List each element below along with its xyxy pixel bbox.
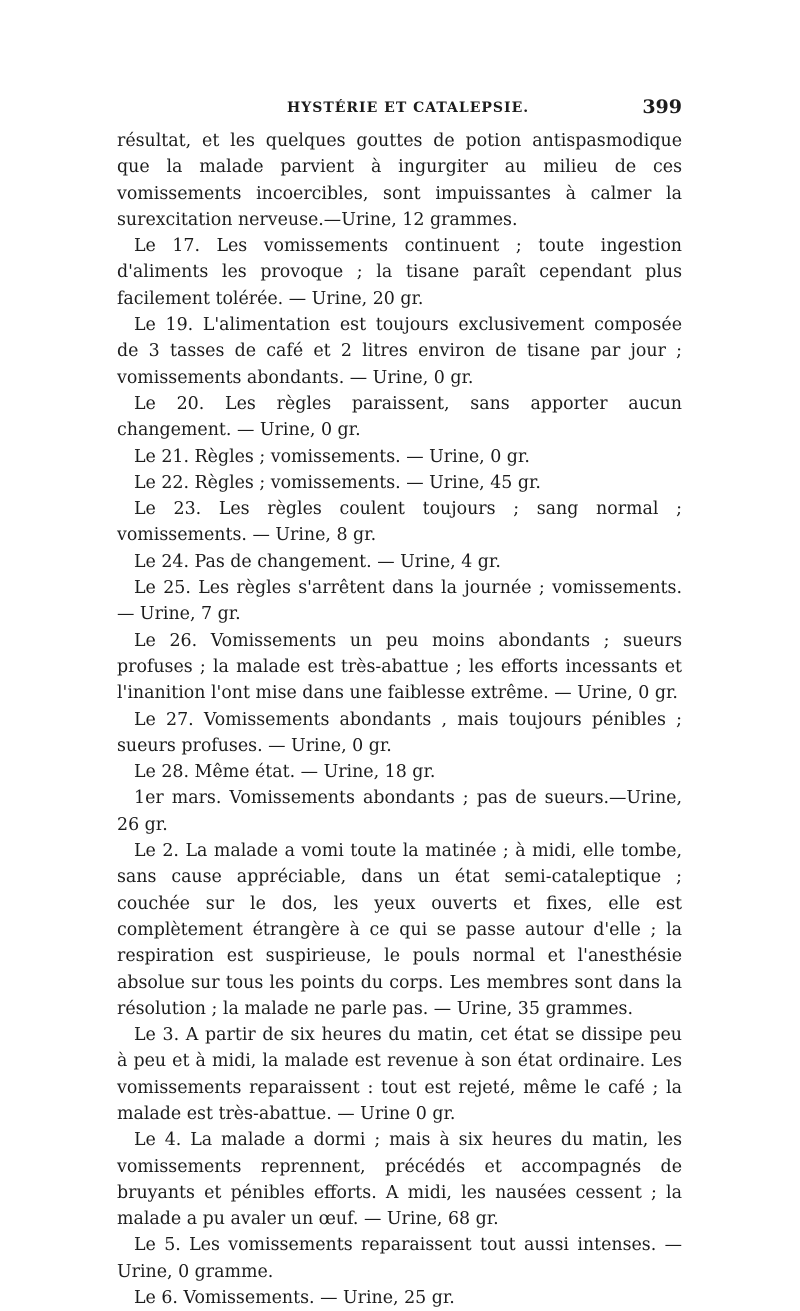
paragraph: Le 27. Vomissements abondants , mais toujours pénibles ; sueurs profuses. — Urine, 0 gr. xyxy=(117,709,682,756)
paragraph: Le 2. La malade a vomi toute la matinée ; à midi, elle tombe, sans cause appréciable, dans un état semi-cataleptique ; couchée sur le dos, les yeux ouverts et fixes, elle est complètement étrangère à ce qui se passe autour d'elle ; la respiration est suspirieuse, le pouls normal et l'anesthésie absolue sur tous les points du corps. Les membres sont dans la résolution ; la malade ne parle pas. — Urine, 35 grammes. xyxy=(117,841,682,1019)
paragraph: 1er mars. Vomissements abondants ; pas de sueurs.—Urine, 26 gr. xyxy=(117,788,682,835)
running-head xyxy=(117,96,682,126)
body-text xyxy=(117,128,682,1311)
paragraph: Le 26. Vomissements un peu moins abondants ; sueurs profuses ; la malade est très-abattue ; les efforts incessants et l'inanition l'ont mise dans une faiblesse extrême. — Urine, 0 gr. xyxy=(117,630,682,704)
paragraph: Le 25. Les règles s'arrêtent dans la journée ; vomissements. — Urine, 7 gr. xyxy=(117,578,682,625)
paragraph: Le 20. Les règles paraissent, sans apporter aucun changement. — Urine, 0 gr. xyxy=(117,393,682,441)
running-title: HYSTÉRIE ET CATALEPSIE. xyxy=(287,100,530,116)
paragraph: Le 17. Les vomissements continuent ; toute ingestion d'aliments les provoque ; la tisane paraît cependant plus facilement tolérée. — Urine, 20 gr. xyxy=(117,236,682,309)
page-number: 399 xyxy=(642,96,682,118)
paragraph: Le 24. Pas de changement. — Urine, 4 gr. xyxy=(134,551,501,572)
paragraph: résultat, et les quelques gouttes de potion antispasmodique que la malade parvient à ingurgiter au milieu de ces vomissements incoercibles, sont impuissantes à calmer la surexcitation nerveuse.—Urine, 12 grammes. xyxy=(117,131,682,230)
paragraph: Le 6. Vomissements. — Urine, 25 gr. xyxy=(134,1288,455,1309)
paragraph: Le 22. Règles ; vomissements. — Urine, 45 gr. xyxy=(134,472,541,493)
paragraph: Le 5. Les vomissements reparaissent tout aussi intenses. — Urine, 0 gramme. xyxy=(117,1235,682,1282)
paragraph: Le 19. L'alimentation est toujours exclusivement composée de 3 tasses de café et 2 litres environ de tisane par jour ; vomissements abondants. — Urine, 0 gr. xyxy=(117,315,682,388)
paragraph: Le 3. A partir de six heures du matin, cet état se dissipe peu à peu et à midi, la malade est revenue à son état ordinaire. Les vomissements reparaissent : tout est rejeté, même le café ; la malade est très-abattue. — Urine 0 gr. xyxy=(117,1025,682,1124)
paragraph: Le 4. La malade a dormi ; mais à six heures du matin, les vomissements reprennent, précédés et accompagnés de bruyants et pénibles efforts. A midi, les nausées cessent ; la malade a pu avaler un œuf. — Urine, 68 gr. xyxy=(117,1130,682,1230)
paragraph: Le 28. Même état. — Urine, 18 gr. xyxy=(134,762,436,783)
paragraph: Le 23. Les règles coulent toujours ; sang normal ; vomissements. — Urine, 8 gr. xyxy=(117,499,682,546)
paragraph: Le 21. Règles ; vomissements. — Urine, 0 gr. xyxy=(134,446,530,467)
